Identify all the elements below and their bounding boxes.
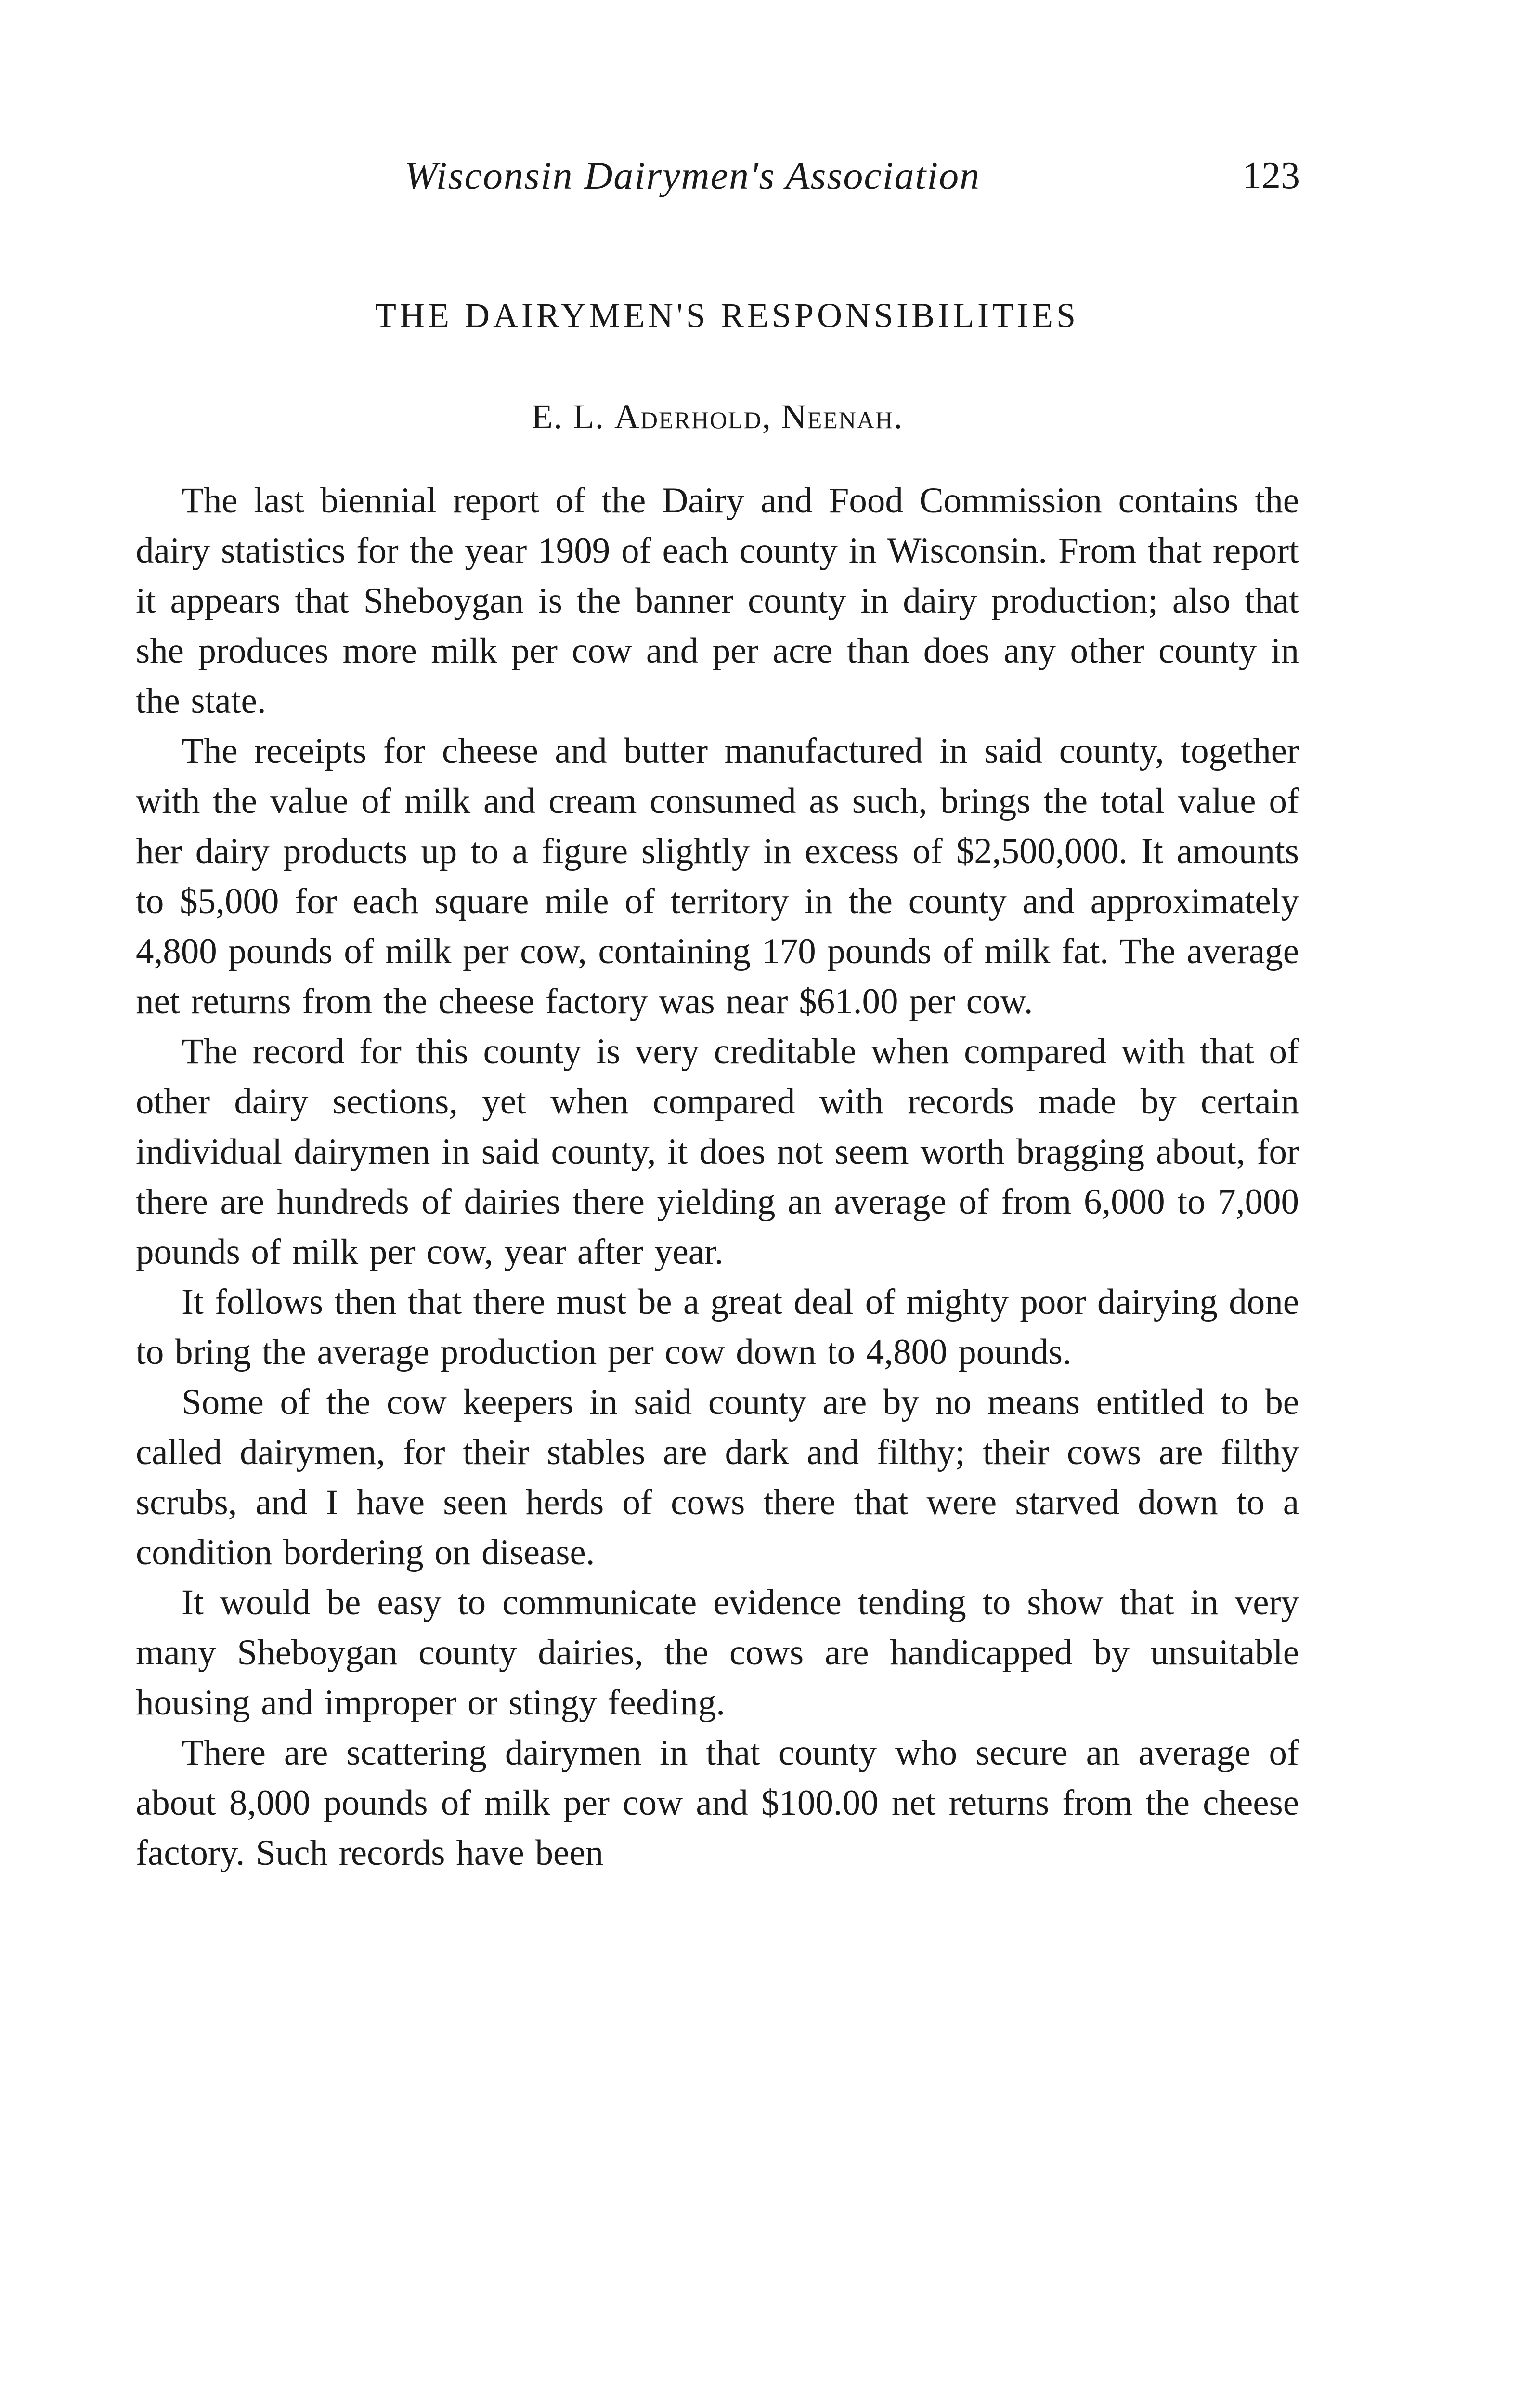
running-title: Wisconsin Dairymen's Association: [404, 154, 981, 197]
byline-separator: ,: [762, 397, 781, 436]
article-title: THE DAIRYMEN'S RESPONSIBILITIES: [375, 296, 1079, 335]
byline: [135, 385, 1300, 448]
running-header: [135, 144, 1300, 207]
paragraph: The record for this county is very creditable when compared with that of other dairy sections, yet when compared with records made by certain individual dairymen in said county, it does not seem worth bragging about, for there are hundreds of dairies there yielding an average of from 6,000 to 7,000 pounds of milk per cow, year after year.: [136, 1032, 1299, 1272]
paragraph: The last biennial report of the Dairy and Food Commission contains the dairy statistics for the year 1909 of each county in Wisconsin. From that report it appears that Sheboygan is the banner county in dairy production; also that she produces more milk per cow and per acre than does any other county in the state.: [136, 481, 1299, 721]
paragraph: Some of the cow keepers in said county are by no means entitled to be called dairymen, for their stables are dark and filthy; their cows are filthy scrubs, and I have seen herds of cows there that were starved down to a condition bordering on disease.: [136, 1382, 1299, 1572]
byline-end: .: [894, 397, 904, 436]
author-location: Neenah: [781, 397, 894, 436]
paragraph: There are scattering dairymen in that county who secure an average of about 8,000 pounds of milk per cow and $100.00 net returns from the cheese factory. Such records have been: [136, 1733, 1299, 1873]
author-surname: Aderhold: [614, 397, 762, 436]
paragraph: The receipts for cheese and butter manufactured in said county, together with the value of milk and cream consumed as such, brings the total value of her dairy products up to a figure slightly in excess of $2,500,000. It amounts to $5,000 for each square mile of territory in the county and approximately 4,800 pounds of milk per cow, containing 170 pounds of milk fat. The average net returns from the cheese factory was near $61.00 per cow.: [136, 731, 1299, 1021]
page-number: 123: [1242, 155, 1300, 197]
paragraph: It follows then that there must be a great deal of mighty poor dairying done to bring the average production per cow down to 4,800 pounds.: [136, 1282, 1299, 1372]
paragraph: It would be easy to communicate evidence tending to show that in very many Sheboygan county dairies, the cows are handicapped by unsuitable housing and improper or stingy feeding.: [136, 1583, 1299, 1723]
author-initials: E. L.: [531, 397, 605, 436]
article-body: [136, 476, 1299, 1878]
